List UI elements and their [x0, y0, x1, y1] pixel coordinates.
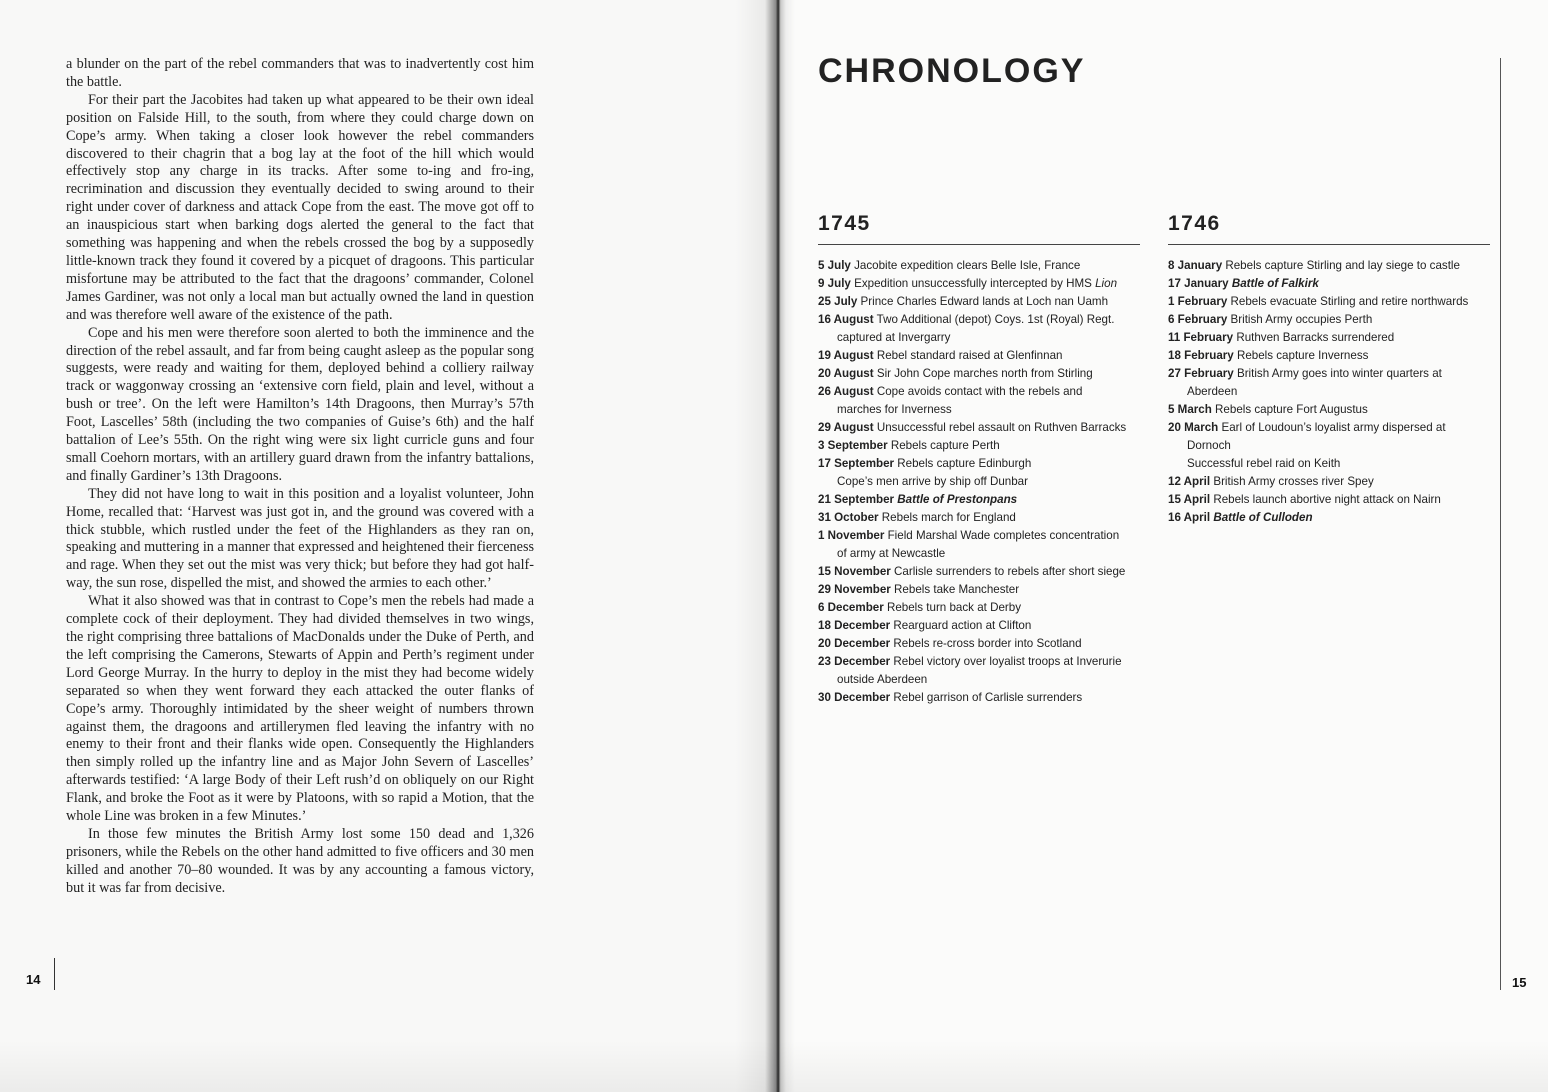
chronology-entry: [1168, 383, 1490, 401]
chronology-entry: [1168, 401, 1490, 419]
entry-text: Rebels turn back at Derby: [883, 601, 1022, 614]
entry-text: Rebels capture Edinburgh: [894, 457, 1032, 470]
entry-text: Dornoch: [1187, 439, 1231, 452]
entry-date: 15 November: [818, 565, 891, 578]
chronology-entry: [818, 563, 1140, 581]
entry-text: marches for Inverness: [837, 403, 952, 416]
chronology-entry: [818, 329, 1140, 347]
year-divider: [818, 244, 1140, 245]
entry-italic-text: Lion: [1095, 277, 1118, 290]
chronology-entry: [1168, 509, 1490, 527]
chronology-entry: [818, 545, 1140, 563]
chronology-entry: [818, 347, 1140, 365]
entry-date: 20 December: [818, 637, 891, 650]
year-divider: [1168, 244, 1490, 245]
entry-text: Rebel victory over loyalist troops at Inverurie: [890, 655, 1122, 668]
chronology-entry: [1168, 257, 1490, 275]
entry-text: outside Aberdeen: [837, 673, 928, 686]
entry-date: 1 February: [1168, 295, 1228, 308]
entry-date: 21 September: [818, 493, 895, 506]
chronology-entry: [1168, 491, 1490, 509]
chronology-entry: [818, 383, 1140, 401]
entry-text: Jacobite expedition clears Belle Isle, France: [850, 259, 1081, 272]
year-column-1745: [818, 212, 1140, 707]
chronology-list: [1168, 257, 1490, 527]
page-number-left: 14: [26, 972, 41, 987]
entry-text: Rebels launch abortive night attack on Nairn: [1210, 493, 1441, 506]
body-text: [66, 56, 534, 898]
entry-text: Ruthven Barracks surrendered: [1233, 331, 1395, 344]
entry-date: 5 March: [1168, 403, 1212, 416]
entry-text: British Army crosses river Spey: [1210, 475, 1374, 488]
page-title: CHRONOLOGY: [818, 52, 1086, 90]
chronology-entry: [818, 365, 1140, 383]
margin-rule: [1500, 58, 1501, 990]
entry-text: Carlisle surrenders to rebels after short siege: [890, 565, 1126, 578]
entry-date: 6 December: [818, 601, 884, 614]
entry-date: 5 July: [818, 259, 851, 272]
entry-text: Expedition unsuccessfully intercepted by HMS: [850, 277, 1096, 290]
entry-text: Rebels march for England: [878, 511, 1016, 524]
entry-text: Rebels take Manchester: [890, 583, 1020, 596]
chronology-entry: [818, 473, 1140, 491]
paragraph: Cope and his men were therefore soon alerted to both the imminence and the direction of the rebel assault, and far from being caught asleep as the popular song suggests, were ready and waiting for them, deployed behind a colliery railway track or waggonway crossing an ‘extensive corn field, plain and level, without a bush or tree’. On the left were Hamilton’s 14th Dragoons, then Murray’s 57th Foot, Lascelles’ 58th (including the two companies of Guise’s 6th) and the half battalion of Lee’s 55th. On the right wing were six light curricle guns and four small Coehorn mortars, with an artillery guard drawn from the infantry battalions, and finally Gardiner’s 13th Dragoons.: [66, 324, 534, 484]
chronology-entry: [1168, 329, 1490, 347]
entry-date: 6 February: [1168, 313, 1228, 326]
entry-text: Rebels evacuate Stirling and retire northwards: [1227, 295, 1469, 308]
entry-date: 8 January: [1168, 259, 1223, 272]
chronology-entry: [1168, 275, 1490, 293]
entry-text: Cope’s men arrive by ship off Dunbar: [837, 475, 1028, 488]
paragraph: In those few minutes the British Army lost some 150 dead and 1,326 prisoners, while the Rebels on the other hand admitted to five officers and 30 men killed and another 70–80 wounded. It was by any accounting a famous victory, but it was far from decisive.: [66, 825, 534, 896]
entry-text: Field Marshal Wade completes concentration: [884, 529, 1120, 542]
chronology-entry: [818, 257, 1140, 275]
chronology-entry: [818, 599, 1140, 617]
chronology-entry: [818, 401, 1140, 419]
entry-date: 20 March: [1168, 421, 1219, 434]
paragraph: For their part the Jacobites had taken up what appeared to be their own ideal position on Falside Hill, to the south, from where they could charge down on Cope’s army. When taking a closer look however the rebel commanders discovered to their chagrin that a bog lay at the foot of the hill which would effectively stop any charge in its tracks. After some to-ing and fro-ing, recrimination and discussion they eventually decided to swing around to their right under cover of darkness and attack Cope from the east. The move got off to an inauspicious start when barking dogs alerted the general to the fact that something was happening and when the rebels crossed the bog by a supposedly little-known track they found it covered by a picquet of dragoons. This particular misfortune may be attributed to the fact that the dragoons’ commander, Colonel James Gardiner, was not only a local man but actually owned the land in question and was therefore well aware of the existence of the path.: [66, 91, 534, 323]
entry-text: British Army occupies Perth: [1227, 313, 1373, 326]
chronology-entry: [1168, 311, 1490, 329]
entry-date: 20 August: [818, 367, 874, 380]
chronology-entry: [818, 275, 1140, 293]
chronology-list: [818, 257, 1140, 707]
chronology-entry: [1168, 419, 1490, 437]
chronology-entry: [818, 581, 1140, 599]
margin-rule: [54, 958, 55, 990]
year-heading: 1746: [1168, 212, 1221, 235]
chronology-entry: [1168, 473, 1490, 491]
paragraph: They did not have long to wait in this position and a loyalist volunteer, John Home, recalled that: ‘Harvest was just got in, and the ground was covered with a thick stubble, which rustled under the feet of the Highlanders as they ran on, speaking and muttering in a manner that expressed and heightened their fierceness and rage. When they set out the mist was very thick; but before they had got half-way, the sun rose, dispelled the mist, and showed the armies to each other.’: [66, 485, 534, 592]
chronology-entry: [1168, 365, 1490, 383]
entry-battle: Battle of Culloden: [1213, 511, 1313, 524]
chronology-entry: [818, 527, 1140, 545]
entry-text: Rebel garrison of Carlisle surrenders: [890, 691, 1083, 704]
entry-text: Successful rebel raid on Keith: [1187, 457, 1341, 470]
chronology-entry: [818, 617, 1140, 635]
year-heading: 1745: [818, 212, 871, 235]
entry-date: 30 December: [818, 691, 891, 704]
chronology-entry: [818, 635, 1140, 653]
page-shadow: [0, 1040, 1548, 1092]
entry-date: 18 February: [1168, 349, 1234, 362]
chronology-entry: [1168, 455, 1490, 473]
entry-date: 15 April: [1168, 493, 1211, 506]
entry-text: Prince Charles Edward lands at Loch nan Uamh: [857, 295, 1109, 308]
paragraph: What it also showed was that in contrast to Cope’s men the rebels had made a complete cock of their deployment. They had divided themselves in two wings, the right comprising three battalions of MacDonalds under the Duke of Perth, and the left comprising the Camerons, Stewarts of Appin and Perth’s regiment under Lord George Murray. In the hurry to deploy in the mist they had become widely separated so when they went forward they each attacked the outer flanks of Cope’s army. Thoroughly intimidated by the sheer weight of numbers thrown against them, the dragoons and artillerymen fled leaving the infantry with no enemy to their front and their flanks wide open. Consequently the Highlanders then simply rolled up the infantry line and as Major John Severn of Lascelles’ afterwards testified: ‘A large Body of their Left rush’d on obliquely on our Right Flank, and broke the Foot as it were by Platoons, with so rapid a Motion, that the whole Line was broken in a few Minutes.’: [66, 593, 534, 825]
chronology-entry: [818, 293, 1140, 311]
chronology-entry: [818, 653, 1140, 671]
entry-date: 16 April: [1168, 511, 1211, 524]
entry-text: Unsuccessful rebel assault on Ruthven Barracks: [873, 421, 1127, 434]
chronology-entry: [818, 491, 1140, 509]
chronology-entry: [818, 509, 1140, 527]
entry-text: Two Additional (depot) Coys. 1st (Royal) Regt.: [873, 313, 1115, 326]
chronology-entry: [818, 671, 1140, 689]
year-column-1746: [1168, 212, 1490, 527]
chronology-entry: [1168, 293, 1490, 311]
entry-date: 12 April: [1168, 475, 1211, 488]
entry-text: Rebels capture Inverness: [1233, 349, 1369, 362]
chronology-entry: [1168, 437, 1490, 455]
chronology-entry: [818, 455, 1140, 473]
entry-text: Cope avoids contact with the rebels and: [873, 385, 1083, 398]
entry-date: 17 January: [1168, 277, 1229, 290]
page-number-right: 15: [1512, 975, 1527, 990]
entry-text: Rebel standard raised at Glenfinnan: [873, 349, 1063, 362]
entry-battle: Battle of Falkirk: [1231, 277, 1319, 290]
chronology-entry: [1168, 347, 1490, 365]
book-gutter: [735, 0, 795, 1092]
entry-date: 3 September: [818, 439, 888, 452]
entry-text: Aberdeen: [1187, 385, 1238, 398]
entry-text: Rebels re-cross border into Scotland: [890, 637, 1082, 650]
entry-text: British Army goes into winter quarters at: [1233, 367, 1442, 380]
entry-text: captured at Invergarry: [837, 331, 951, 344]
entry-date: 31 October: [818, 511, 879, 524]
entry-date: 19 August: [818, 349, 874, 362]
paragraph: a blunder on the part of the rebel commanders that was to inadvertently cost him the battle.: [66, 56, 534, 90]
chronology-entry: [818, 437, 1140, 455]
entry-date: 23 December: [818, 655, 891, 668]
entry-date: 29 August: [818, 421, 874, 434]
entry-battle: Battle of Prestonpans: [897, 493, 1018, 506]
left-page: [0, 0, 772, 1092]
entry-date: 1 November: [818, 529, 885, 542]
chronology-entry: [818, 419, 1140, 437]
chronology-entry: [818, 311, 1140, 329]
entry-text: of army at Newcastle: [837, 547, 946, 560]
entry-text: Rebels capture Fort Augustus: [1211, 403, 1368, 416]
entry-text: Rebels capture Stirling and lay siege to castle: [1222, 259, 1460, 272]
chronology-entry: [818, 689, 1140, 707]
entry-date: 18 December: [818, 619, 891, 632]
entry-date: 25 July: [818, 295, 858, 308]
entry-date: 26 August: [818, 385, 874, 398]
entry-text: Earl of Loudoun’s loyalist army dispersed at: [1218, 421, 1446, 434]
entry-date: 29 November: [818, 583, 891, 596]
entry-text: Rebels capture Perth: [887, 439, 1000, 452]
entry-text: Rearguard action at Clifton: [890, 619, 1032, 632]
entry-date: 27 February: [1168, 367, 1234, 380]
entry-date: 11 February: [1168, 331, 1234, 344]
entry-text: Sir John Cope marches north from Stirling: [873, 367, 1093, 380]
entry-date: 17 September: [818, 457, 895, 470]
entry-date: 9 July: [818, 277, 851, 290]
entry-date: 16 August: [818, 313, 874, 326]
